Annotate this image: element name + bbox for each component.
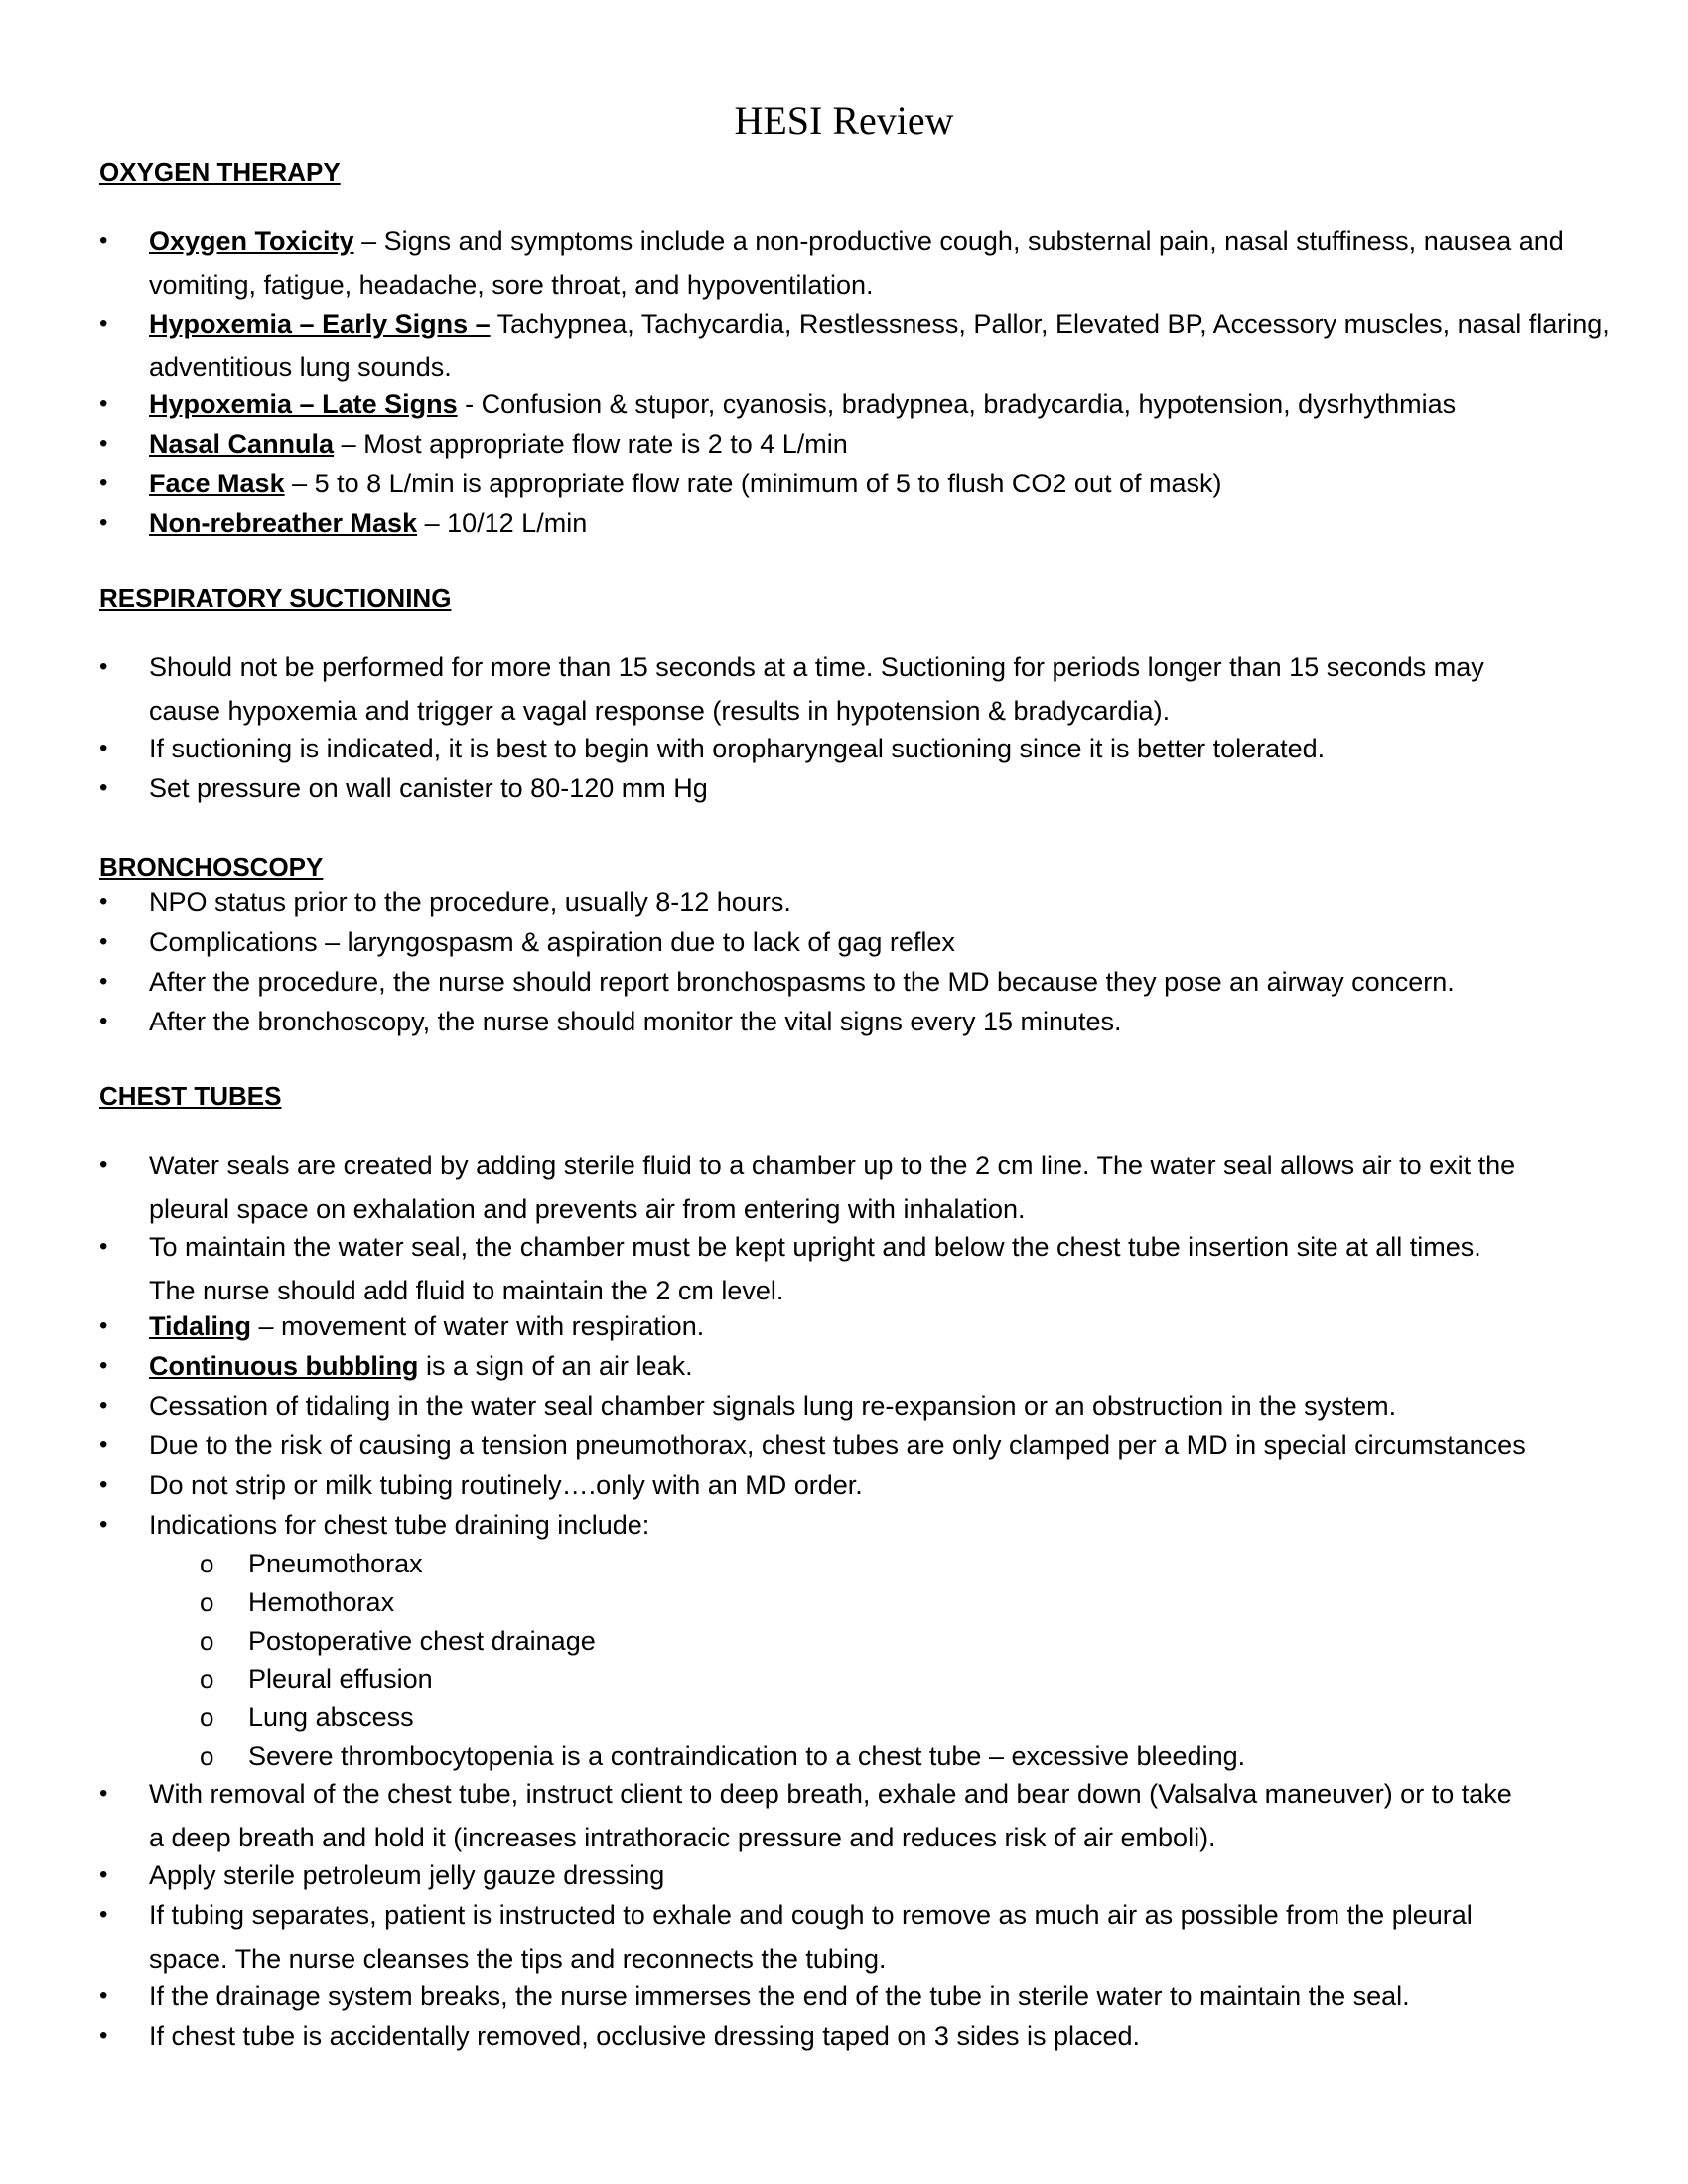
item-text: – Most appropriate flow rate is 2 to 4 L/min bbox=[334, 429, 848, 459]
item-term: Face Mask bbox=[149, 469, 285, 498]
bullet-icon: • bbox=[99, 509, 108, 536]
item-term: Hypoxemia – Late Signs bbox=[149, 389, 458, 419]
item-text: is a sign of an air leak. bbox=[418, 1351, 693, 1381]
list-item bbox=[149, 1313, 704, 1340]
list-item: After the bronchoscopy, the nurse should monitor the vital signs every 15 minutes. bbox=[149, 1007, 1122, 1036]
list-item-continuation: space. The nurse cleanses the tips and reconnects the tubing. bbox=[149, 1944, 887, 1974]
bullet-icon: • bbox=[99, 227, 108, 254]
sub-bullet-icon: o bbox=[200, 1626, 214, 1656]
list-item: If suctioning is indicated, it is best to begin with oropharyngeal suctioning since it is better tolerated. bbox=[149, 734, 1326, 763]
item-term: Nasal Cannula bbox=[149, 429, 335, 459]
sub-list-item: Pleural effusion bbox=[248, 1664, 433, 1694]
sub-list-item: Lung abscess bbox=[248, 1703, 414, 1732]
bullet-icon: • bbox=[99, 774, 108, 801]
bullet-icon: • bbox=[99, 735, 108, 761]
list-item: Water seals are created by adding sterile fluid to a chamber up to the 2 cm line. The water seal allows air to exit the bbox=[149, 1151, 1516, 1180]
bullet-icon: • bbox=[99, 653, 108, 680]
bullet-icon: • bbox=[99, 1352, 108, 1379]
bullet-icon: • bbox=[99, 1233, 108, 1260]
list-item bbox=[149, 1353, 693, 1380]
sub-bullet-icon: o bbox=[200, 1664, 214, 1694]
bullet-icon: • bbox=[99, 1471, 108, 1498]
list-item bbox=[149, 391, 1456, 418]
item-text: Tachypnea, Tachycardia, Restlessness, Pallor, Elevated BP, Accessory muscles, nasal flaring, bbox=[490, 309, 1610, 339]
bullet-icon: • bbox=[99, 1780, 108, 1807]
list-item: Complications – laryngospasm & aspiration due to lack of gag reflex bbox=[149, 927, 955, 957]
item-term: Oxygen Toxicity bbox=[149, 226, 354, 256]
item-text: – 5 to 8 L/min is appropriate flow rate (minimum of 5 to flush CO2 out of mask) bbox=[284, 469, 1222, 498]
bullet-icon: • bbox=[99, 470, 108, 496]
list-item-continuation: The nurse should add fluid to maintain the 2 cm level. bbox=[149, 1276, 784, 1305]
sub-list-item: Pneumothorax bbox=[248, 1549, 423, 1578]
section-heading-chest-tubes: CHEST TUBES bbox=[99, 1081, 282, 1111]
section-heading-oxygen-therapy: OXYGEN THERAPY bbox=[99, 157, 341, 187]
bullet-icon: • bbox=[99, 390, 108, 417]
list-item: To maintain the water seal, the chamber must be kept upright and below the chest tube insertion site at all times. bbox=[149, 1232, 1481, 1262]
sub-list-item: Postoperative chest drainage bbox=[248, 1626, 596, 1656]
list-item bbox=[149, 510, 587, 537]
list-item-continuation: pleural space on exhalation and prevents air from entering with inhalation. bbox=[149, 1194, 1026, 1224]
list-item: If chest tube is accidentally removed, occlusive dressing taped on 3 sides is placed. bbox=[149, 2021, 1141, 2051]
item-term: Continuous bubbling bbox=[149, 1351, 419, 1381]
list-item bbox=[149, 311, 1610, 338]
item-text: - Confusion & stupor, cyanosis, bradypnea, bradycardia, hypotension, dysrhythmias bbox=[457, 389, 1457, 419]
item-text: – 10/12 L/min bbox=[417, 508, 588, 538]
bullet-icon: • bbox=[99, 1152, 108, 1178]
bullet-icon: • bbox=[99, 310, 108, 337]
bullet-icon: • bbox=[99, 968, 108, 995]
list-item: Cessation of tidaling in the water seal chamber signals lung re-expansion or an obstruction in the system. bbox=[149, 1391, 1397, 1421]
list-item-continuation: vomiting, fatigue, headache, sore throat, and hypoventilation. bbox=[149, 270, 874, 300]
list-item: Set pressure on wall canister to 80-120 mm Hg bbox=[149, 773, 708, 803]
list-item bbox=[149, 471, 1222, 497]
list-item: After the procedure, the nurse should report bronchospasms to the MD because they pose an airway concern. bbox=[149, 967, 1455, 997]
sub-bullet-icon: o bbox=[200, 1741, 214, 1771]
list-item: Apply sterile petroleum jelly gauze dressing bbox=[149, 1860, 665, 1890]
list-item: If the drainage system breaks, the nurse immerses the end of the tube in sterile water to maintain the seal. bbox=[149, 1981, 1410, 2011]
list-item: If tubing separates, patient is instructed to exhale and cough to remove as much air as possible from the pleural bbox=[149, 1900, 1473, 1930]
section-heading-bronchoscopy: BRONCHOSCOPY bbox=[99, 852, 324, 882]
list-item-continuation: adventitious lung sounds. bbox=[149, 352, 452, 382]
list-item: NPO status prior to the procedure, usually 8-12 hours. bbox=[149, 887, 791, 917]
list-item: Indications for chest tube draining include: bbox=[149, 1510, 650, 1540]
list-item: With removal of the chest tube, instruct client to deep breath, exhale and bear down (Valsalva maneuver) or to take bbox=[149, 1779, 1512, 1809]
sub-list-item: Hemothorax bbox=[248, 1587, 395, 1617]
bullet-icon: • bbox=[99, 1312, 108, 1339]
bullet-icon: • bbox=[99, 1392, 108, 1419]
item-term: Non-rebreather Mask bbox=[149, 508, 418, 538]
list-item bbox=[149, 431, 848, 458]
bullet-icon: • bbox=[99, 1432, 108, 1458]
section-heading-respiratory-suctioning: RESPIRATORY SUCTIONING bbox=[99, 583, 452, 613]
bullet-icon: • bbox=[99, 2022, 108, 2049]
bullet-icon: • bbox=[99, 1982, 108, 2009]
sub-bullet-icon: o bbox=[200, 1549, 214, 1578]
list-item: Should not be performed for more than 15 seconds at a time. Suctioning for periods longer than 15 seconds may bbox=[149, 652, 1484, 682]
bullet-icon: • bbox=[99, 888, 108, 915]
list-item: Do not strip or milk tubing routinely….only with an MD order. bbox=[149, 1470, 863, 1500]
list-item bbox=[149, 228, 1564, 255]
item-text: – movement of water with respiration. bbox=[251, 1311, 705, 1341]
list-item: Due to the risk of causing a tension pneumothorax, chest tubes are only clamped per a MD in special circumstances bbox=[149, 1431, 1526, 1460]
bullet-icon: • bbox=[99, 430, 108, 457]
sub-bullet-icon: o bbox=[200, 1587, 214, 1617]
bullet-icon: • bbox=[99, 1511, 108, 1538]
bullet-icon: • bbox=[99, 928, 108, 955]
sub-bullet-icon: o bbox=[200, 1703, 214, 1732]
item-text: – Signs and symptoms include a non-productive cough, substernal pain, nasal stuffiness, nausea and bbox=[353, 226, 1564, 256]
page-title: HESI Review bbox=[734, 98, 954, 143]
item-term: Tidaling bbox=[149, 1311, 252, 1341]
bullet-icon: • bbox=[99, 1008, 108, 1034]
bullet-icon: • bbox=[99, 1861, 108, 1888]
sub-list-item: Severe thrombocytopenia is a contraindication to a chest tube – excessive bleeding. bbox=[248, 1741, 1246, 1771]
list-item-continuation: cause hypoxemia and trigger a vagal response (results in hypotension & bradycardia). bbox=[149, 696, 1171, 726]
bullet-icon: • bbox=[99, 1901, 108, 1928]
list-item-continuation: a deep breath and hold it (increases intrathoracic pressure and reduces risk of air emboli). bbox=[149, 1823, 1216, 1852]
item-term: Hypoxemia – Early Signs – bbox=[149, 309, 491, 339]
